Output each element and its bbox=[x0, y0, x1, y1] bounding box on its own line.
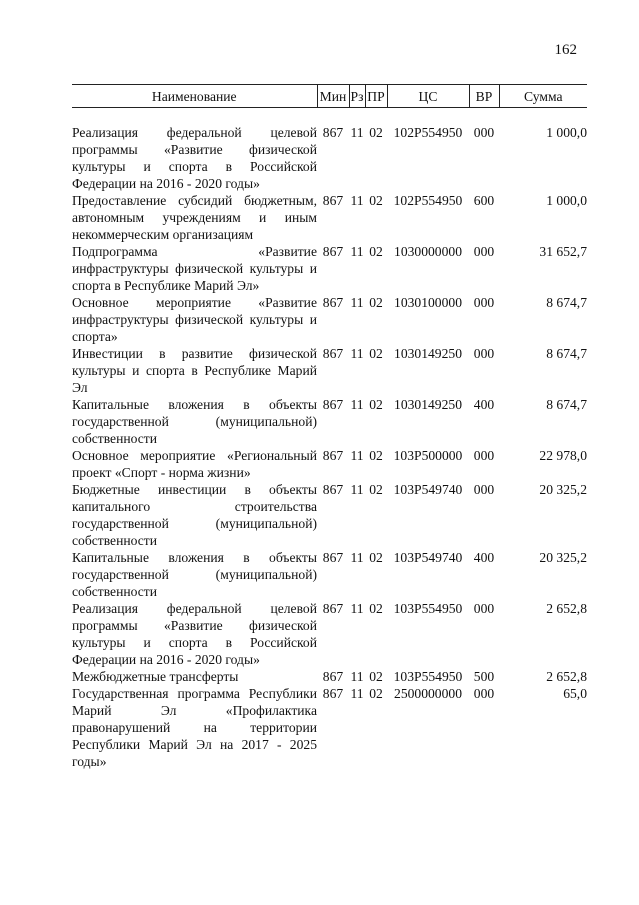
cell-min: 867 bbox=[322, 482, 344, 497]
cell-cs: 103P554950 bbox=[393, 601, 463, 616]
cell-pr: 02 bbox=[369, 448, 383, 463]
cell-min: 867 bbox=[322, 669, 344, 684]
cell-rz: 11 bbox=[350, 482, 364, 497]
cell-pr: 02 bbox=[369, 669, 383, 684]
cell-name: Бюджетные инвестиции в объекты капитального строительства государственной (муниципальной) собственности bbox=[72, 482, 317, 548]
cell-cs: 102P554950 bbox=[393, 125, 463, 140]
table-row bbox=[72, 124, 587, 192]
cell-sum: 2 652,8 bbox=[546, 669, 587, 684]
cell-pr: 02 bbox=[369, 193, 383, 208]
cell-rz: 11 bbox=[350, 550, 364, 565]
cell-name: Капитальные вложения в объекты государственной (муниципальной) собственности bbox=[72, 397, 317, 446]
cell-rz: 11 bbox=[350, 244, 364, 259]
page-number: 162 bbox=[554, 42, 577, 58]
cell-vr: 000 bbox=[473, 448, 495, 463]
cell-rz: 11 bbox=[350, 669, 364, 684]
header-vr: ВР bbox=[469, 85, 499, 108]
cell-vr: 500 bbox=[473, 669, 495, 684]
cell-sum: 1 000,0 bbox=[546, 193, 587, 208]
cell-rz: 11 bbox=[350, 125, 364, 140]
cell-pr: 02 bbox=[369, 125, 383, 140]
cell-cs: 1030149250 bbox=[394, 397, 462, 412]
cell-vr: 000 bbox=[473, 295, 495, 310]
cell-name: Основное мероприятие «Региональный проект «Спорт - норма жизни» bbox=[72, 448, 317, 480]
cell-sum: 8 674,7 bbox=[546, 346, 587, 361]
cell-vr: 000 bbox=[473, 482, 495, 497]
cell-vr: 400 bbox=[473, 397, 495, 412]
cell-pr: 02 bbox=[369, 244, 383, 259]
cell-cs: 1030149250 bbox=[394, 346, 462, 361]
cell-min: 867 bbox=[322, 448, 344, 463]
budget-table bbox=[72, 84, 587, 770]
cell-cs: 1030000000 bbox=[394, 244, 462, 259]
table-row bbox=[72, 396, 587, 447]
cell-name: Основное мероприятие «Развитие инфраструктуры физической культуры и спорта» bbox=[72, 295, 317, 344]
cell-name: Государственная программа Республики Марий Эл «Профилактика правонарушений на территории Республики Марий Эл на 2017 - 2025 годы» bbox=[72, 686, 317, 769]
cell-vr: 000 bbox=[473, 244, 495, 259]
cell-pr: 02 bbox=[369, 295, 383, 310]
cell-pr: 02 bbox=[369, 397, 383, 412]
cell-cs: 103P554950 bbox=[393, 669, 463, 684]
table-row bbox=[72, 549, 587, 600]
cell-min: 867 bbox=[322, 193, 344, 208]
cell-sum: 22 978,0 bbox=[539, 448, 587, 463]
table-row bbox=[72, 294, 587, 345]
cell-cs: 2500000000 bbox=[394, 686, 462, 701]
cell-rz: 11 bbox=[350, 397, 364, 412]
cell-pr: 02 bbox=[369, 346, 383, 361]
cell-sum: 2 652,8 bbox=[546, 601, 587, 616]
table-row bbox=[72, 685, 587, 770]
cell-cs: 103P549740 bbox=[393, 482, 463, 497]
cell-vr: 000 bbox=[473, 346, 495, 361]
header-pr: ПР bbox=[365, 85, 387, 108]
cell-min: 867 bbox=[322, 550, 344, 565]
cell-pr: 02 bbox=[369, 686, 383, 701]
cell-name: Реализация федеральной целевой программы «Развитие физической культуры и спорта в Российской Федерации на 2016 - 2020 годы» bbox=[72, 125, 317, 191]
cell-cs: 103P549740 bbox=[393, 550, 463, 565]
table-header-row bbox=[72, 85, 587, 108]
cell-pr: 02 bbox=[369, 550, 383, 565]
cell-name: Реализация федеральной целевой программы «Развитие физической культуры и спорта в Российской Федерации на 2016 - 2020 годы» bbox=[72, 601, 317, 667]
cell-min: 867 bbox=[322, 397, 344, 412]
cell-vr: 600 bbox=[473, 193, 495, 208]
header-sum: Сумма bbox=[499, 85, 587, 108]
header-min: Мин bbox=[317, 85, 349, 108]
cell-sum: 65,0 bbox=[563, 686, 587, 701]
cell-cs: 102P554950 bbox=[393, 193, 463, 208]
cell-min: 867 bbox=[322, 295, 344, 310]
cell-rz: 11 bbox=[350, 346, 364, 361]
cell-cs: 103P500000 bbox=[393, 448, 463, 463]
cell-rz: 11 bbox=[350, 448, 364, 463]
cell-sum: 31 652,7 bbox=[539, 244, 587, 259]
cell-rz: 11 bbox=[350, 295, 364, 310]
cell-rz: 11 bbox=[350, 686, 364, 701]
header-cs: ЦС bbox=[387, 85, 469, 108]
cell-vr: 400 bbox=[473, 550, 495, 565]
cell-name: Подпрограмма «Развитие инфраструктуры физической культуры и спорта в Республике Марий Эл» bbox=[72, 244, 317, 293]
cell-name: Капитальные вложения в объекты государственной (муниципальной) собственности bbox=[72, 550, 317, 599]
table-row bbox=[72, 481, 587, 549]
table-row bbox=[72, 447, 587, 481]
cell-vr: 000 bbox=[473, 601, 495, 616]
cell-name: Инвестиции в развитие физической культуры и спорта в Республике Марий Эл bbox=[72, 346, 317, 395]
table-row bbox=[72, 345, 587, 396]
cell-sum: 1 000,0 bbox=[546, 125, 587, 140]
cell-sum: 20 325,2 bbox=[539, 482, 587, 497]
cell-cs: 1030100000 bbox=[394, 295, 462, 310]
header-name: Наименование bbox=[72, 85, 317, 108]
cell-min: 867 bbox=[322, 601, 344, 616]
table-row bbox=[72, 668, 587, 685]
cell-name: Межбюджетные трансферты bbox=[72, 669, 239, 684]
table-row bbox=[72, 600, 587, 668]
cell-min: 867 bbox=[322, 244, 344, 259]
cell-rz: 11 bbox=[350, 601, 364, 616]
cell-min: 867 bbox=[322, 125, 344, 140]
cell-rz: 11 bbox=[350, 193, 364, 208]
cell-vr: 000 bbox=[473, 125, 495, 140]
cell-pr: 02 bbox=[369, 482, 383, 497]
cell-sum: 20 325,2 bbox=[539, 550, 587, 565]
cell-name: Предоставление субсидий бюджетным, автономным учреждениям и иным некоммерческим организациям bbox=[72, 193, 317, 242]
header-rz: Рз bbox=[349, 85, 365, 108]
table-row bbox=[72, 192, 587, 243]
cell-min: 867 bbox=[322, 686, 344, 701]
cell-vr: 000 bbox=[473, 686, 495, 701]
cell-pr: 02 bbox=[369, 601, 383, 616]
cell-min: 867 bbox=[322, 346, 344, 361]
cell-sum: 8 674,7 bbox=[546, 295, 587, 310]
cell-sum: 8 674,7 bbox=[546, 397, 587, 412]
table-row bbox=[72, 243, 587, 294]
